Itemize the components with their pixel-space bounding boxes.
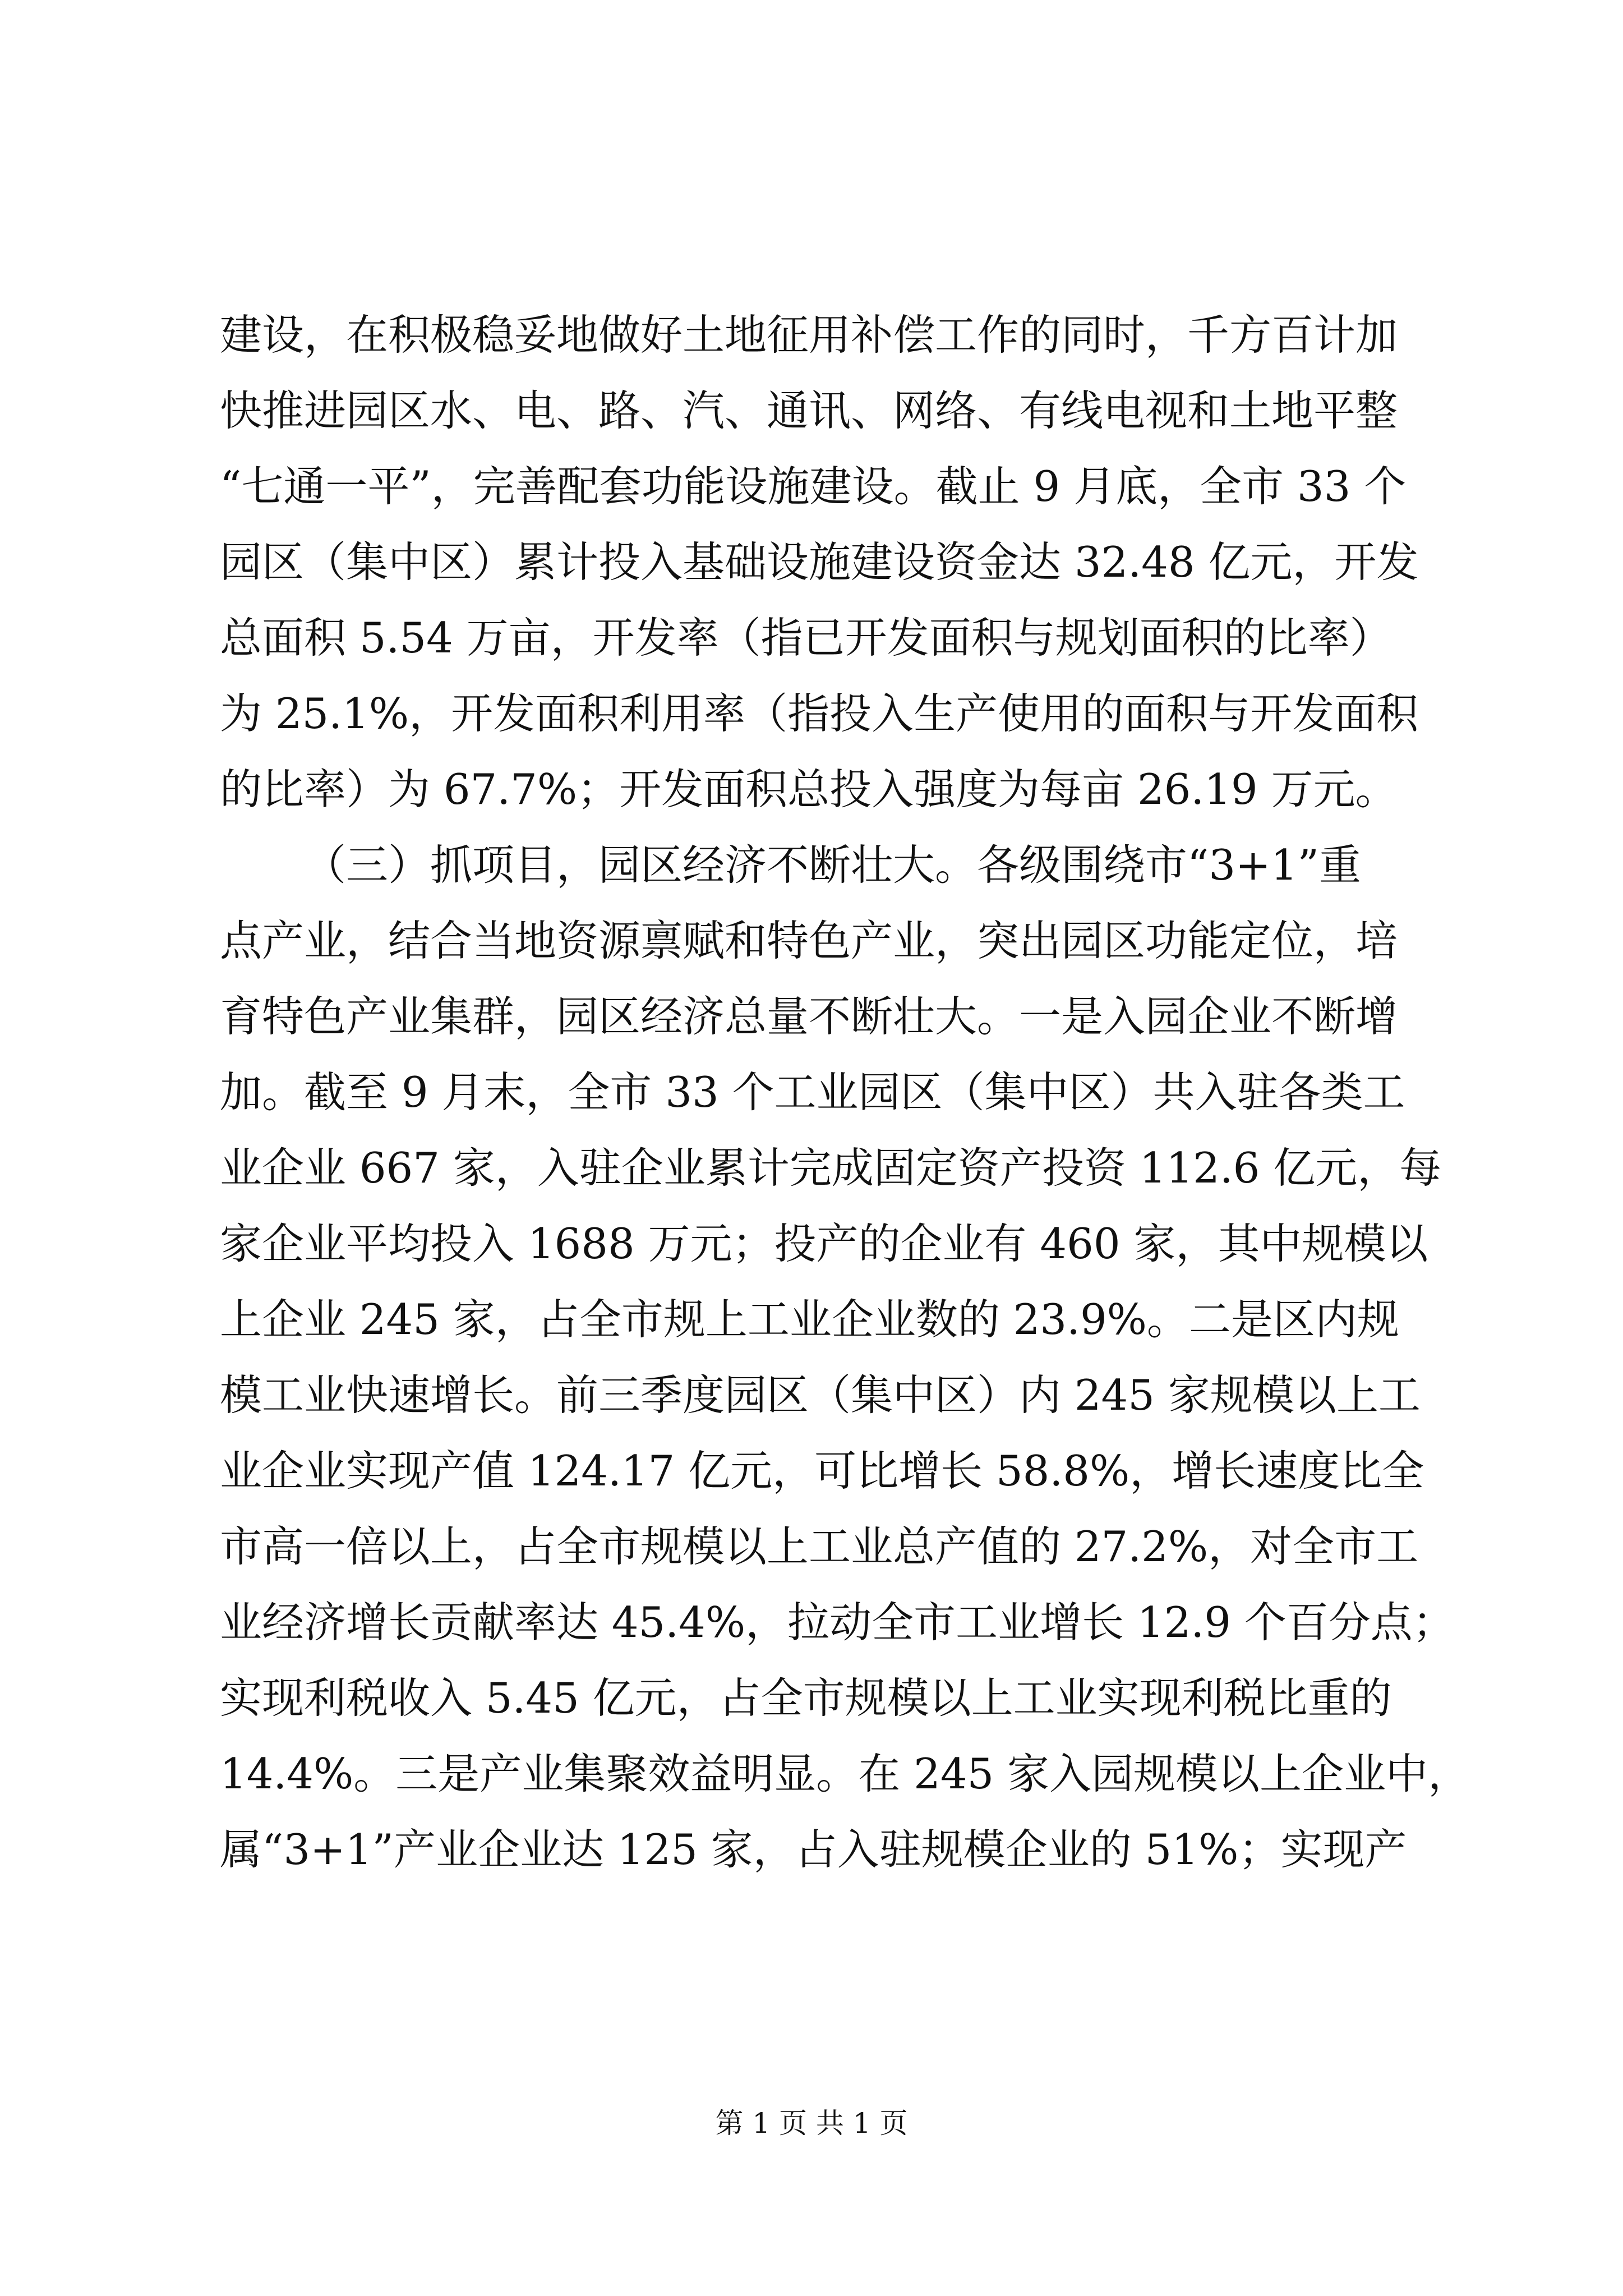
text-line: 业企业 667 家，入驻企业累计完成固定资产投资 112.6 亿元，每	[220, 1143, 1442, 1193]
text-line: 业企业实现产值 124.17 亿元，可比增长 58.8%，增长速度比全	[220, 1446, 1424, 1496]
text-line: 家企业平均投入 1688 万元；投产的企业有 460 家，其中规模以	[220, 1219, 1428, 1268]
text-line: 园区（集中区）累计投入基础设施建设资金达 32.48 亿元，开发	[220, 537, 1419, 587]
text-line: 总面积 5.54 万亩，开发率（指已开发面积与规划面积的比率）	[220, 613, 1392, 662]
text-line: 育特色产业集群，园区经济总量不断壮大。一是入园企业不断增	[220, 992, 1398, 1041]
document-body	[220, 297, 1470, 1888]
text-line: 为 25.1%，开发面积利用率（指投入生产使用的面积与开发面积	[220, 689, 1419, 738]
text-line: 点产业，结合当地资源禀赋和特色产业，突出园区功能定位，培	[220, 916, 1398, 965]
text-line: 快推进园区水、电、路、汽、通讯、网络、有线电视和土地平整	[220, 386, 1398, 435]
text-line: 模工业快速增长。前三季度园区（集中区）内 245 家规模以上工	[220, 1370, 1421, 1420]
text-line: 14.4%。三是产业集聚效益明显。在 245 家入园规模以上企业中，	[220, 1749, 1470, 1798]
page-number-label: 第 1 页 共 1 页	[715, 2107, 908, 2139]
section-heading-line: （三）抓项目，园区经济不断壮大。各级围绕市“3+1”重	[304, 840, 1361, 890]
page-footer	[0, 2101, 1623, 2141]
text-line: “七通一平”，完善配套功能设施建设。截止 9 月底，全市 33 个	[220, 462, 1407, 511]
text-line: 的比率）为 67.7%；开发面积总投入强度为每亩 26.19 万元。	[220, 765, 1398, 814]
text-line: 市高一倍以上，占全市规模以上工业总产值的 27.2%，对全市工	[220, 1522, 1419, 1571]
text-line: 属“3+1”产业企业达 125 家，占入驻规模企业的 51%；实现产	[220, 1825, 1407, 1874]
text-line: 加。截至 9 月末，全市 33 个工业园区（集中区）共入驻各类工	[220, 1068, 1405, 1117]
text-line: 上企业 245 家，占全市规上工业企业数的 23.9%。二是区内规	[220, 1295, 1399, 1344]
text-line: 实现利税收入 5.45 亿元，占全市规模以上工业实现利税比重的	[220, 1673, 1392, 1723]
text-line: 业经济增长贡献率达 45.4%，拉动全市工业增长 12.9 个百分点；	[220, 1598, 1455, 1647]
text-line: 建设，在积极稳妥地做好土地征用补偿工作的同时，千方百计加	[220, 310, 1398, 360]
